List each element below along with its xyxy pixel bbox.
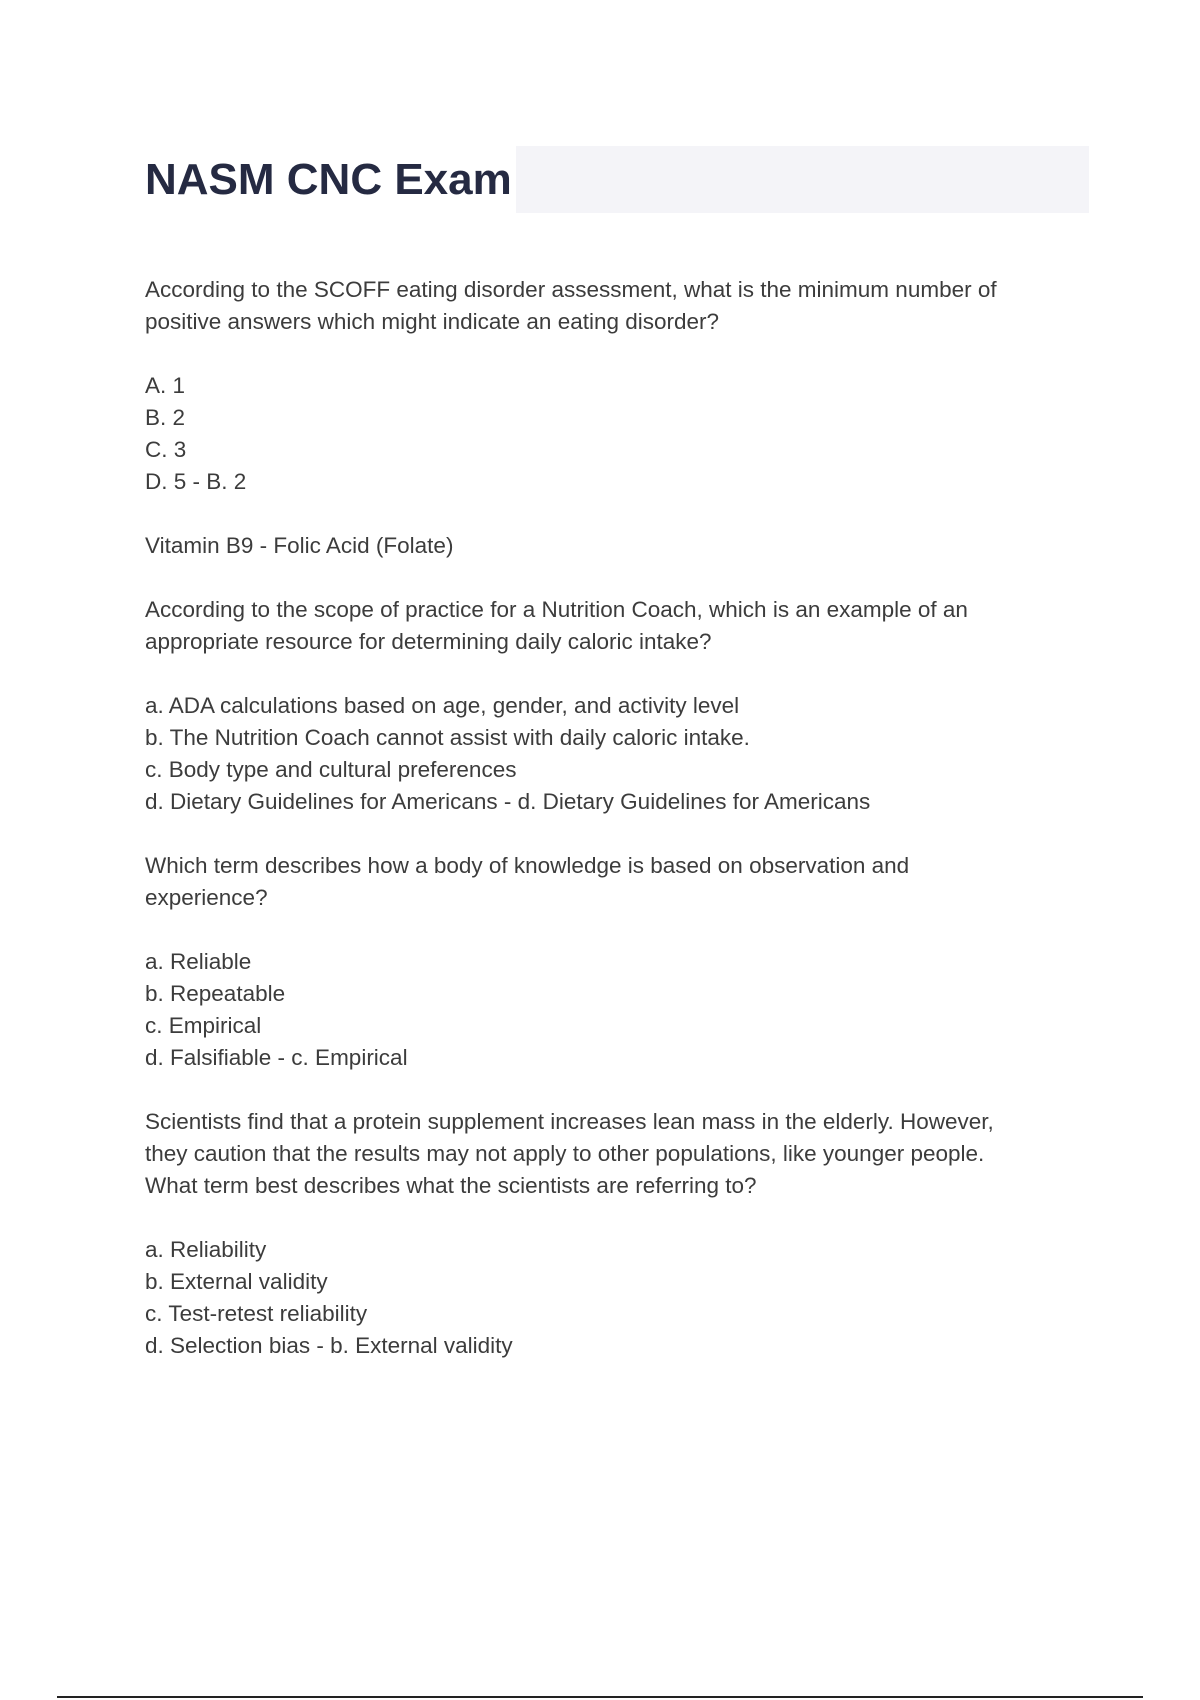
question-text-line: appropriate resource for determining daily caloric intake?: [145, 629, 712, 654]
question-text-line: What term best describes what the scientists are referring to?: [145, 1173, 757, 1198]
question-1: [145, 274, 1085, 338]
flashcard-2: [145, 530, 1085, 562]
document-body: [145, 274, 1085, 1394]
page-title: NASM CNC Exam: [145, 146, 516, 213]
answer-option: d. Falsifiable - c. Empirical: [145, 1045, 408, 1070]
question-text-line: According to the SCOFF eating disorder assessment, what is the minimum number of: [145, 277, 997, 302]
answer-options-4: [145, 946, 1085, 1074]
answer-option: C. 3: [145, 437, 187, 462]
flashcard-text: Vitamin B9 - Folic Acid (Folate): [145, 533, 454, 558]
answer-option: c. Empirical: [145, 1013, 262, 1038]
answer-options-5: [145, 1234, 1085, 1362]
answer-options-3: [145, 690, 1085, 818]
answer-options-1: [145, 370, 1085, 498]
answer-option: a. ADA calculations based on age, gender, and activity level: [145, 693, 740, 718]
footer-divider: [57, 1696, 1143, 1698]
question-text-line: According to the scope of practice for a Nutrition Coach, which is an example of an: [145, 597, 968, 622]
question-text-line: Which term describes how a body of knowledge is based on observation and: [145, 853, 910, 878]
answer-option: b. Repeatable: [145, 981, 286, 1006]
answer-option: b. The Nutrition Coach cannot assist with daily caloric intake.: [145, 725, 750, 750]
answer-option: A. 1: [145, 373, 186, 398]
question-text-line: experience?: [145, 885, 268, 910]
question-5: [145, 1106, 1085, 1202]
question-4: [145, 850, 1085, 914]
answer-option: a. Reliable: [145, 949, 252, 974]
question-text-line: positive answers which might indicate an eating disorder?: [145, 309, 720, 334]
answer-option: a. Reliability: [145, 1237, 267, 1262]
answer-option: B. 2: [145, 405, 186, 430]
answer-option: d. Dietary Guidelines for Americans - d. Dietary Guidelines for Americans: [145, 789, 871, 814]
answer-option: d. Selection bias - b. External validity: [145, 1333, 513, 1358]
question-3: [145, 594, 1085, 658]
answer-option: b. External validity: [145, 1269, 328, 1294]
answer-option: D. 5 - B. 2: [145, 469, 247, 494]
question-text-line: they caution that the results may not apply to other populations, like younger people.: [145, 1141, 985, 1166]
question-text-line: Scientists find that a protein supplement increases lean mass in the elderly. However,: [145, 1109, 994, 1134]
answer-option: c. Body type and cultural preferences: [145, 757, 517, 782]
answer-option: c. Test-retest reliability: [145, 1301, 368, 1326]
